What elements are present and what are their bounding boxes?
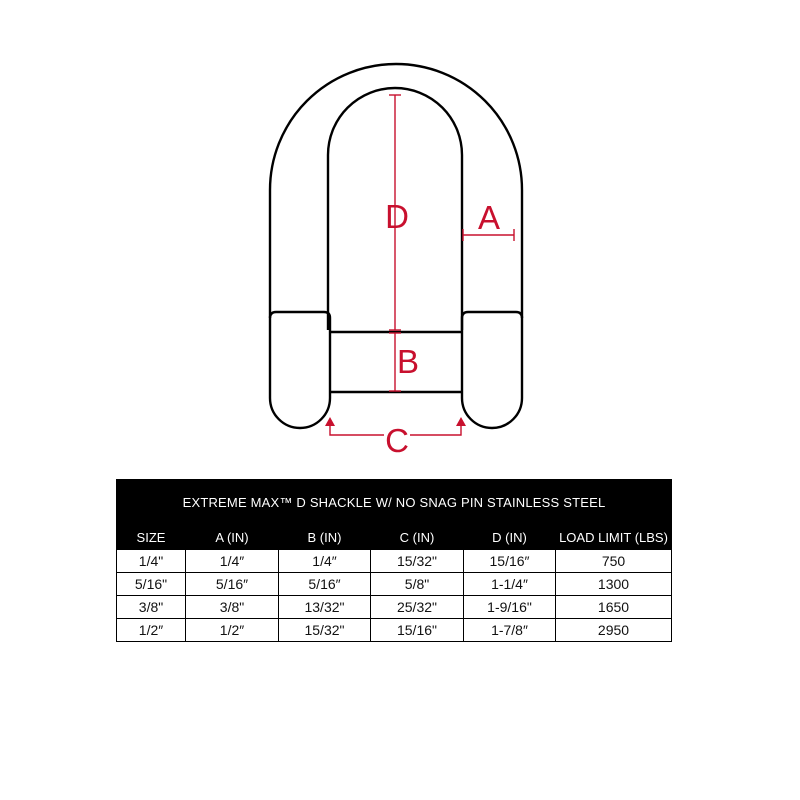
table-header-row [117,525,672,550]
column-header: A (IN) [186,525,279,550]
shackle-left-eye [270,312,330,428]
table-cell: 1/4″ [279,550,371,573]
table-title-row [117,480,672,525]
shackle-right-eye [462,312,522,428]
table-row [117,573,672,596]
column-header: B (IN) [279,525,371,550]
dimension-c-left-leader [330,423,384,435]
table-cell: 2950 [556,619,672,642]
table-cell: 13/32" [279,596,371,619]
table-cell: 1-9/16" [464,596,556,619]
table-title: EXTREME MAX™ D SHACKLE W/ NO SNAG PIN STAINLESS STEEL [117,480,672,525]
table-cell: 5/8" [371,573,464,596]
table-cell: 3/8" [186,596,279,619]
column-header: LOAD LIMIT (LBS) [556,525,672,550]
table-cell: 1/4″ [186,550,279,573]
table-cell: 1/2″ [117,619,186,642]
table-cell: 5/16″ [279,573,371,596]
table-cell: 1/4" [117,550,186,573]
table-cell: 1-1/4″ [464,573,556,596]
column-header: SIZE [117,525,186,550]
table-cell: 750 [556,550,672,573]
label-c: C [385,422,409,459]
table-row [117,550,672,573]
table-cell: 5/16″ [186,573,279,596]
arrow-up-right-icon [456,417,466,426]
column-header: C (IN) [371,525,464,550]
label-a: A [477,199,501,236]
table-cell: 5/16" [117,573,186,596]
dimension-lines [330,95,514,435]
column-header: D (IN) [464,525,556,550]
table-cell: 15/32" [279,619,371,642]
arrow-up-left-icon [325,417,335,426]
table-cell: 1300 [556,573,672,596]
table-row [117,596,672,619]
dimension-c-right-leader [410,423,461,435]
table-cell: 15/16" [371,619,464,642]
table-cell: 15/32" [371,550,464,573]
table-cell: 1-7/8″ [464,619,556,642]
spec-table [116,479,672,642]
table-cell: 1/2″ [186,619,279,642]
label-b: B [396,343,420,380]
table-cell: 1650 [556,596,672,619]
shackle-outer-bow [270,64,522,318]
table-cell: 15/16″ [464,550,556,573]
table-cell: 3/8" [117,596,186,619]
table-row [117,619,672,642]
table-cell: 25/32" [371,596,464,619]
label-d: D [385,198,409,235]
